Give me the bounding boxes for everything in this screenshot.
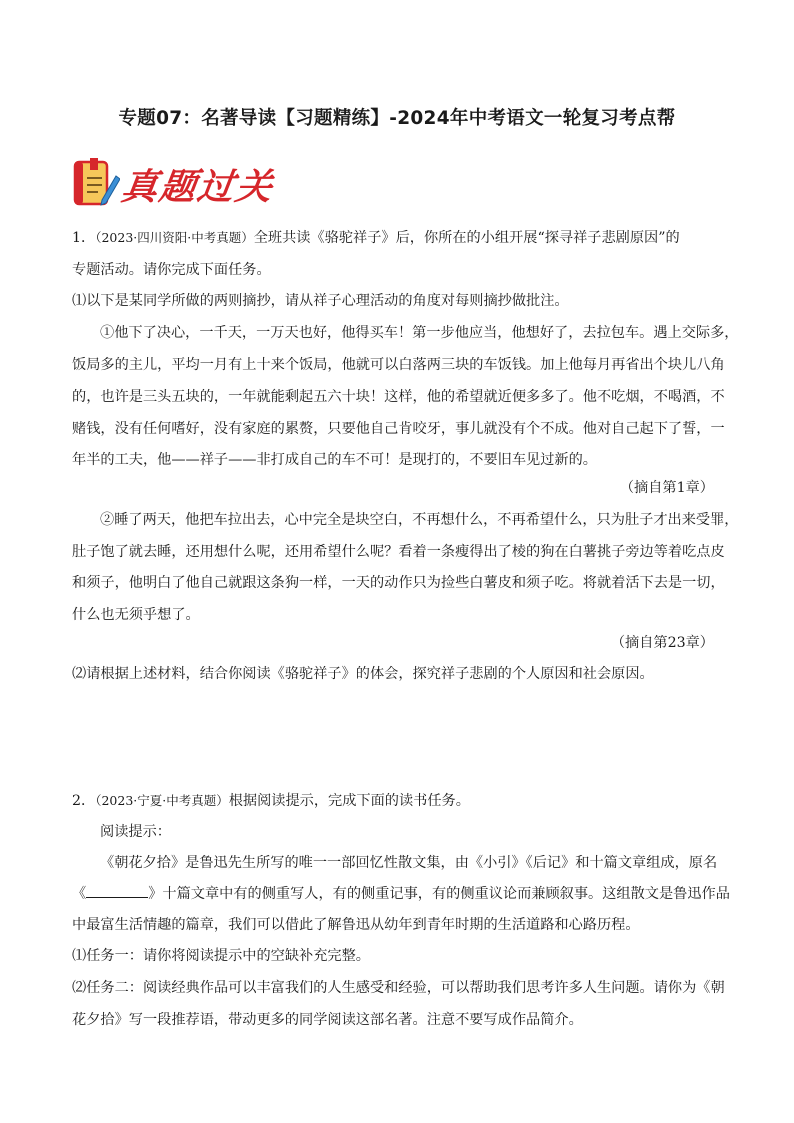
q2-task-2-cont: 花夕拾》写一段推荐语，带动更多的同学阅读这部名著。注意不要写成作品简介。 <box>72 1012 583 1028</box>
page-title: 专题07：名著导读【习题精练】-2024年中考语文一轮复习考点帮 <box>118 108 676 129</box>
q1-stem: 全班共读《骆驼祥子》后，你所在的小组开展“探寻祥子悲剧原因”的 <box>253 230 680 246</box>
q1-excerpt1-line: 赌钱，没有任何嗜好，没有家庭的累赘，只要他自己肯咬牙，事儿就没有个不成。他对自己起下了誓，一 <box>72 421 725 437</box>
q2-number: 2． <box>72 793 96 809</box>
q2-task-1: ⑴任务一：请你将阅读提示中的空缺补充完整。 <box>72 948 370 964</box>
section-banner <box>72 156 282 208</box>
q2-hint-line: 中最富生活情趣的篇章，我们可以借此了解鲁迅从幼年到青年时期的生活道路和心路历程。 <box>72 917 640 933</box>
q1-number: 1． <box>72 230 96 246</box>
q2-hint-text: 》十篇文章中有的侧重写人，有的侧重记事，有的侧重议论而兼顾叙事。这组散文是鲁迅作品 <box>148 886 730 902</box>
q2-source: （2023·宁夏·中考真题） <box>95 793 229 808</box>
q1-line-2: 专题活动。请你完成下面任务。 <box>72 262 271 278</box>
q2-answer-blank[interactable] <box>86 885 148 898</box>
q1-excerpt1-line: 的，也许是三头五块的，一年就能剩起五六十块！这样，他的希望就近便多多了。他不吃烟，不喝酒，不 <box>72 389 725 405</box>
q2-task-2: ⑵任务二：阅读经典作品可以丰富我们的人生感受和经验，可以帮助我们思考许多人生问题。请你为《朝 <box>72 980 725 996</box>
q1-excerpt2-line: 肚子饱了就去睡，还用想什么呢，还用希望什么呢？看着一条瘦得出了棱的狗在白薯挑子旁边等着吃点皮 <box>72 544 725 560</box>
q1-excerpt1-line: ①他下了决心，一千天，一万天也好，他得买车！第一步他应当，他想好了，去拉包车。遇上交际多， <box>100 325 739 341</box>
q1-line-1 <box>72 228 680 248</box>
q1-excerpt2-source: （摘自第23章） <box>610 635 714 651</box>
q1-excerpt1-line: 年半的工夫，他——祥子——非打成自己的车不可！是现打的，不要旧车见过新的。 <box>72 452 597 468</box>
q2-bracket-open: 《 <box>72 886 87 902</box>
q1-excerpt1-source: （摘自第1章） <box>619 480 714 496</box>
q2-hint-line <box>72 884 730 904</box>
q1-excerpt2-line: 什么也无须乎想了。 <box>72 607 200 623</box>
q1-excerpt2-line: ②睡了两天，他把车拉出去，心中完全是块空白，不再想什么，不再希望什么，只为肚子才出来受罪， <box>100 512 739 528</box>
q1-subquestion-1: ⑴以下是某同学所做的两则摘抄，请从祥子心理活动的角度对每则摘抄做批注。 <box>72 293 569 309</box>
q2-stem: 根据阅读提示，完成下面的读书任务。 <box>228 793 470 809</box>
q1-subquestion-2: ⑵请根据上述材料，结合你阅读《骆驼祥子》的体会，探究祥子悲剧的个人原因和社会原因。 <box>72 666 654 682</box>
q1-excerpt2-line: 和须子，他明白了他自己就跟这条狗一样，一天的动作只为捡些白薯皮和须子吃。将就着活下去是一切， <box>72 575 725 591</box>
q2-line-1 <box>72 791 470 811</box>
notebook-pencil-icon <box>72 156 120 208</box>
q1-excerpt1-line: 饭局多的主儿，平均一月有上十来个饭局，他就可以白落两三块的车饭钱。加上他每月再省出个块儿八角 <box>72 357 725 373</box>
q2-hint-label: 阅读提示： <box>100 824 171 840</box>
q1-source: （2023·四川资阳·中考真题） <box>95 230 254 245</box>
q2-hint-line: 《朝花夕拾》是鲁迅先生所写的唯一一部回忆性散文集，由《小引》《后记》和十篇文章组成，原名 <box>100 855 718 871</box>
banner-label: 真题过关 <box>118 166 277 208</box>
